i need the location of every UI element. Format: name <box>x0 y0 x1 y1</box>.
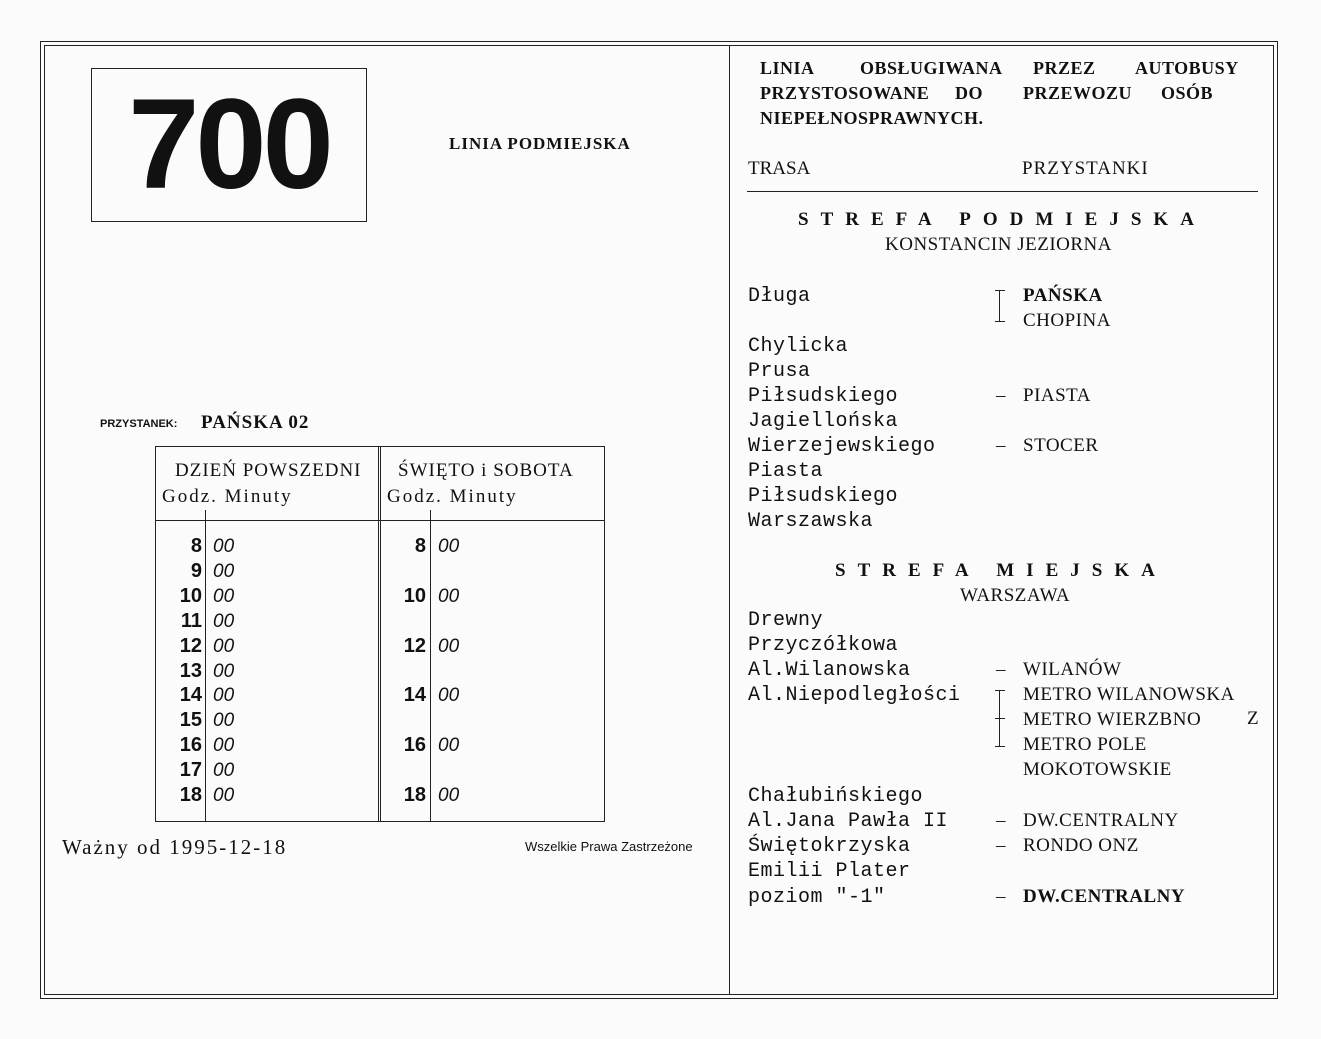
weekday-hour-minute-separator <box>205 510 206 822</box>
stop-dash: – <box>996 435 1006 456</box>
holiday-hour: 16 <box>403 734 426 756</box>
stop-name: CHOPINA <box>1023 310 1111 331</box>
stop-name: DW.CENTRALNY <box>1023 810 1179 831</box>
route-street: Chylicka <box>748 335 849 358</box>
stop-bracket <box>995 690 1005 746</box>
valid-from: Ważny od 1995-12-18 <box>62 835 288 859</box>
weekday-hour: 9 <box>190 560 202 582</box>
weekday-minutes: 00 <box>213 710 235 731</box>
zone-town: KONSTANCIN JEZIORNA <box>885 234 1112 255</box>
route-column-header: TRASA <box>748 158 811 179</box>
stop-name: RONDO ONZ <box>1023 835 1139 856</box>
route-street: Świętokrzyska <box>748 835 911 858</box>
stop-dash: – <box>996 385 1006 406</box>
weekday-hour: 17 <box>179 759 202 781</box>
center-divider <box>729 45 730 995</box>
holiday-minutes: 00 <box>438 586 460 607</box>
route-street: Chałubińskiego <box>748 785 924 808</box>
weekday-minutes: 00 <box>213 536 235 557</box>
stop-name: PAŃSKA 02 <box>201 412 310 433</box>
holiday-minutes: 00 <box>438 685 460 706</box>
holiday-hour: 10 <box>403 585 426 607</box>
route-street: Wierzejewskiego <box>748 435 936 458</box>
notice-word: PRZYSTOSOWANE <box>760 83 930 103</box>
weekday-hour: 15 <box>179 709 202 731</box>
stop-name: MOKOTOWSKIE <box>1023 759 1172 780</box>
notice-word: PRZEWOZU <box>1023 83 1133 103</box>
notice-word: DO <box>955 83 983 103</box>
holiday-minutes: 00 <box>438 785 460 806</box>
route-street: Warszawska <box>748 510 874 533</box>
weekday-hour: 10 <box>179 585 202 607</box>
holiday-minutes: 00 <box>438 735 460 756</box>
z-mark: Z <box>1247 708 1259 729</box>
holiday-hour: 12 <box>403 635 426 657</box>
route-street: poziom "-1" <box>748 886 886 909</box>
line-number: 700 <box>128 73 330 216</box>
route-street: Al.Niepodległości <box>748 684 961 707</box>
stop-dash: – <box>996 659 1006 680</box>
weekday-minutes: 00 <box>213 685 235 706</box>
route-street: Piłsudskiego <box>748 385 899 408</box>
timetable-header-separator <box>155 520 605 521</box>
stop-name: METRO WILANOWSKA <box>1023 684 1235 705</box>
route-street: Emilii Plater <box>748 860 911 883</box>
weekday-minutes: 00 <box>213 661 235 682</box>
weekday-hour: 11 <box>180 610 202 632</box>
notice-word: OBSŁUGIWANA <box>860 58 1003 78</box>
stop-name: PIASTA <box>1023 385 1091 406</box>
weekday-hour: 8 <box>190 535 202 557</box>
route-street: Drewny <box>748 609 824 632</box>
notice-word: PRZEZ <box>1033 58 1096 78</box>
weekday-hour: 16 <box>179 734 202 756</box>
holiday-hour-minute-separator <box>430 510 431 822</box>
stop-name: METRO POLE <box>1023 734 1147 755</box>
route-street: Piłsudskiego <box>748 485 899 508</box>
zone-town: WARSZAWA <box>960 585 1071 606</box>
stop-name: STOCER <box>1023 435 1099 456</box>
route-street: Prusa <box>748 360 811 383</box>
current-stop: PAŃSKA <box>1023 285 1103 306</box>
holiday-minutes: 00 <box>438 536 460 557</box>
notice-line: NIEPEŁNOSPRAWNYCH. <box>760 108 984 128</box>
weekday-minutes: 00 <box>213 611 235 632</box>
weekday-hour: 14 <box>179 684 202 706</box>
weekday-hour: 13 <box>179 660 202 682</box>
stop-dash: – <box>996 810 1006 831</box>
zone-title: STREFA PODMIEJSKA <box>798 209 1206 230</box>
weekday-hour: 12 <box>179 635 202 657</box>
holiday-title: ŚWIĘTO i SOBOTA <box>398 460 574 481</box>
weekday-title: DZIEŃ POWSZEDNI <box>175 460 362 481</box>
stop-name: METRO WIERZBNO <box>1023 709 1202 730</box>
timetable-column-separator <box>378 446 381 822</box>
line-type: LINIA PODMIEJSKA <box>449 134 631 153</box>
holiday-hour: 8 <box>414 535 426 557</box>
holiday-minutes: 00 <box>438 636 460 657</box>
holiday-hour: 14 <box>403 684 426 706</box>
terminal-stop: DW.CENTRALNY <box>1023 886 1186 907</box>
weekday-hour: 18 <box>179 784 202 806</box>
route-street: Al.Wilanowska <box>748 659 911 682</box>
notice-word: OSÓB <box>1161 83 1214 103</box>
notice-word: AUTOBUSY <box>1135 58 1239 78</box>
weekday-minutes: 00 <box>213 735 235 756</box>
weekday-minutes: 00 <box>213 636 235 657</box>
weekday-minutes: 00 <box>213 760 235 781</box>
weekday-subheader: Godz. Minuty <box>162 486 293 507</box>
stop-dash: – <box>996 835 1006 856</box>
route-street: Al.Jana Pawła II <box>748 810 949 833</box>
header-rule <box>747 191 1258 192</box>
holiday-subheader: Godz. Minuty <box>387 486 518 507</box>
stop-label: PRZYSTANEK: <box>100 418 178 430</box>
route-street: Długa <box>748 285 811 308</box>
route-street: Piasta <box>748 460 824 483</box>
route-street: Jagiellońska <box>748 410 899 433</box>
weekday-minutes: 00 <box>213 586 235 607</box>
zone-title: STREFA MIEJSKA <box>835 560 1167 581</box>
notice-word: LINIA <box>760 58 815 78</box>
stops-column-header: PRZYSTANKI <box>1022 158 1149 179</box>
stop-dash: – <box>996 886 1006 907</box>
weekday-minutes: 00 <box>213 561 235 582</box>
holiday-hour: 18 <box>403 784 426 806</box>
route-street: Przyczółkowa <box>748 634 899 657</box>
rights-notice: Wszelkie Prawa Zastrzeżone <box>525 839 693 854</box>
stop-bracket <box>995 290 1005 322</box>
stop-name: WILANÓW <box>1023 659 1122 680</box>
weekday-minutes: 00 <box>213 785 235 806</box>
